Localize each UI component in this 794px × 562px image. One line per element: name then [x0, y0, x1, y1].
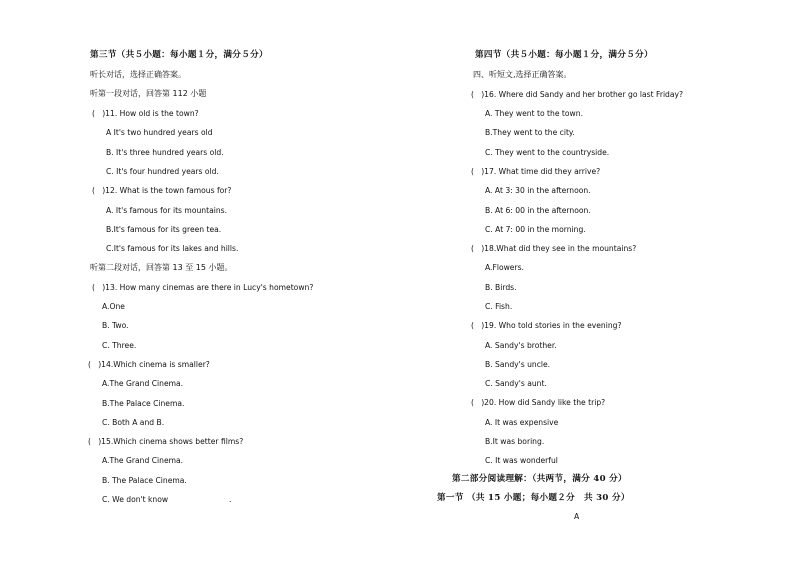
- question-20: ( )20. How did Sandy like the trip?: [471, 398, 606, 407]
- q20-option-c: C. It was wonderful: [485, 456, 558, 465]
- section4-title: 第四节（共５小题：每小题１分，满分５分）: [475, 50, 653, 60]
- q11-option-c: C. It's four hundred years old.: [106, 167, 219, 176]
- q11-option-a: A It's two hundred years old: [106, 128, 213, 137]
- q17-option-c: C. At 7: 00 in the morning.: [485, 225, 586, 234]
- question-14: ( )14.Which cinema is smaller?: [88, 360, 210, 369]
- q20-option-b: B.It was boring.: [485, 437, 545, 446]
- dialog2-intro: 听第二段对话，回答第 13 至 15 小题。: [90, 263, 233, 272]
- q20-option-a: A. It was expensive: [485, 418, 559, 427]
- question-17: ( )17. What time did they arrive?: [471, 167, 601, 176]
- question-19: ( )19. Who told stories in the evening?: [471, 321, 622, 330]
- q19-option-c: C. Sandy's aunt.: [485, 379, 547, 388]
- part2-section1-title: 第一节 （共 15 小题；每小题２分 共 30 分）: [437, 493, 630, 503]
- q13-option-b: B. Two.: [102, 321, 129, 330]
- instruction-right: 四、听短文,选择正确答案。: [473, 70, 572, 79]
- question-18: ( )18.What did they see in the mountains?: [471, 244, 637, 253]
- q12-option-b: B.It's famous for its green tea.: [106, 225, 222, 234]
- passage-label: A: [574, 512, 580, 521]
- question-11: ( )11. How old is the town?: [92, 109, 199, 118]
- q18-option-c: C. Fish.: [485, 302, 513, 311]
- q14-option-c: C. Both A and B.: [102, 418, 165, 427]
- q12-option-c: C.It's famous for its lakes and hills.: [106, 244, 239, 253]
- section3-title: 第三节（共５小题：每小题１分，满分５分）: [90, 50, 268, 60]
- dialog1-intro: 听第一段对话，回答第 112 小题: [90, 89, 207, 98]
- q17-option-a: A. At 3: 30 in the afternoon.: [485, 186, 591, 195]
- q18-option-b: B. Birds.: [485, 283, 517, 292]
- q15-option-a: A.The Grand Cinema.: [102, 456, 184, 465]
- q14-option-a: A.The Grand Cinema.: [102, 379, 184, 388]
- instruction-left: 听长对话，选择正确答案。: [90, 70, 186, 79]
- q13-option-c: C. Three.: [102, 341, 137, 350]
- q15-option-b: B. The Palace Cinema.: [102, 476, 187, 485]
- q19-option-b: B. Sandy's uncle.: [485, 360, 551, 369]
- q17-option-b: B. At 6: 00 in the afternoon.: [485, 206, 591, 215]
- question-16: ( )16. Where did Sandy and her brother go last Friday?: [471, 90, 684, 99]
- q18-option-a: A.Flowers.: [485, 263, 524, 272]
- q15-option-c-period: .: [229, 495, 232, 504]
- q12-option-a: A. It's famous for its mountains.: [106, 206, 228, 215]
- q14-option-b: B.The Palace Cinema.: [102, 399, 185, 408]
- question-15: ( )15.Which cinema shows better films?: [88, 437, 244, 446]
- q15-option-c: C. We don't know: [102, 495, 169, 504]
- part2-title: 第二部分阅读理解：（共两节，满分 40 分）: [452, 474, 627, 484]
- q13-option-a: A.One: [102, 302, 125, 311]
- q16-option-c: C. They went to the countryside.: [485, 148, 610, 157]
- q11-option-b: B. It's three hundred years old.: [106, 148, 224, 157]
- question-13: ( )13. How many cinemas are there in Lucy's hometown?: [92, 283, 314, 292]
- question-12: ( )12. What is the town famous for?: [92, 186, 232, 195]
- q19-option-a: A. Sandy's brother.: [485, 341, 557, 350]
- q16-option-a: A. They went to the town.: [485, 109, 583, 118]
- q16-option-b: B.They went to the city.: [485, 128, 575, 137]
